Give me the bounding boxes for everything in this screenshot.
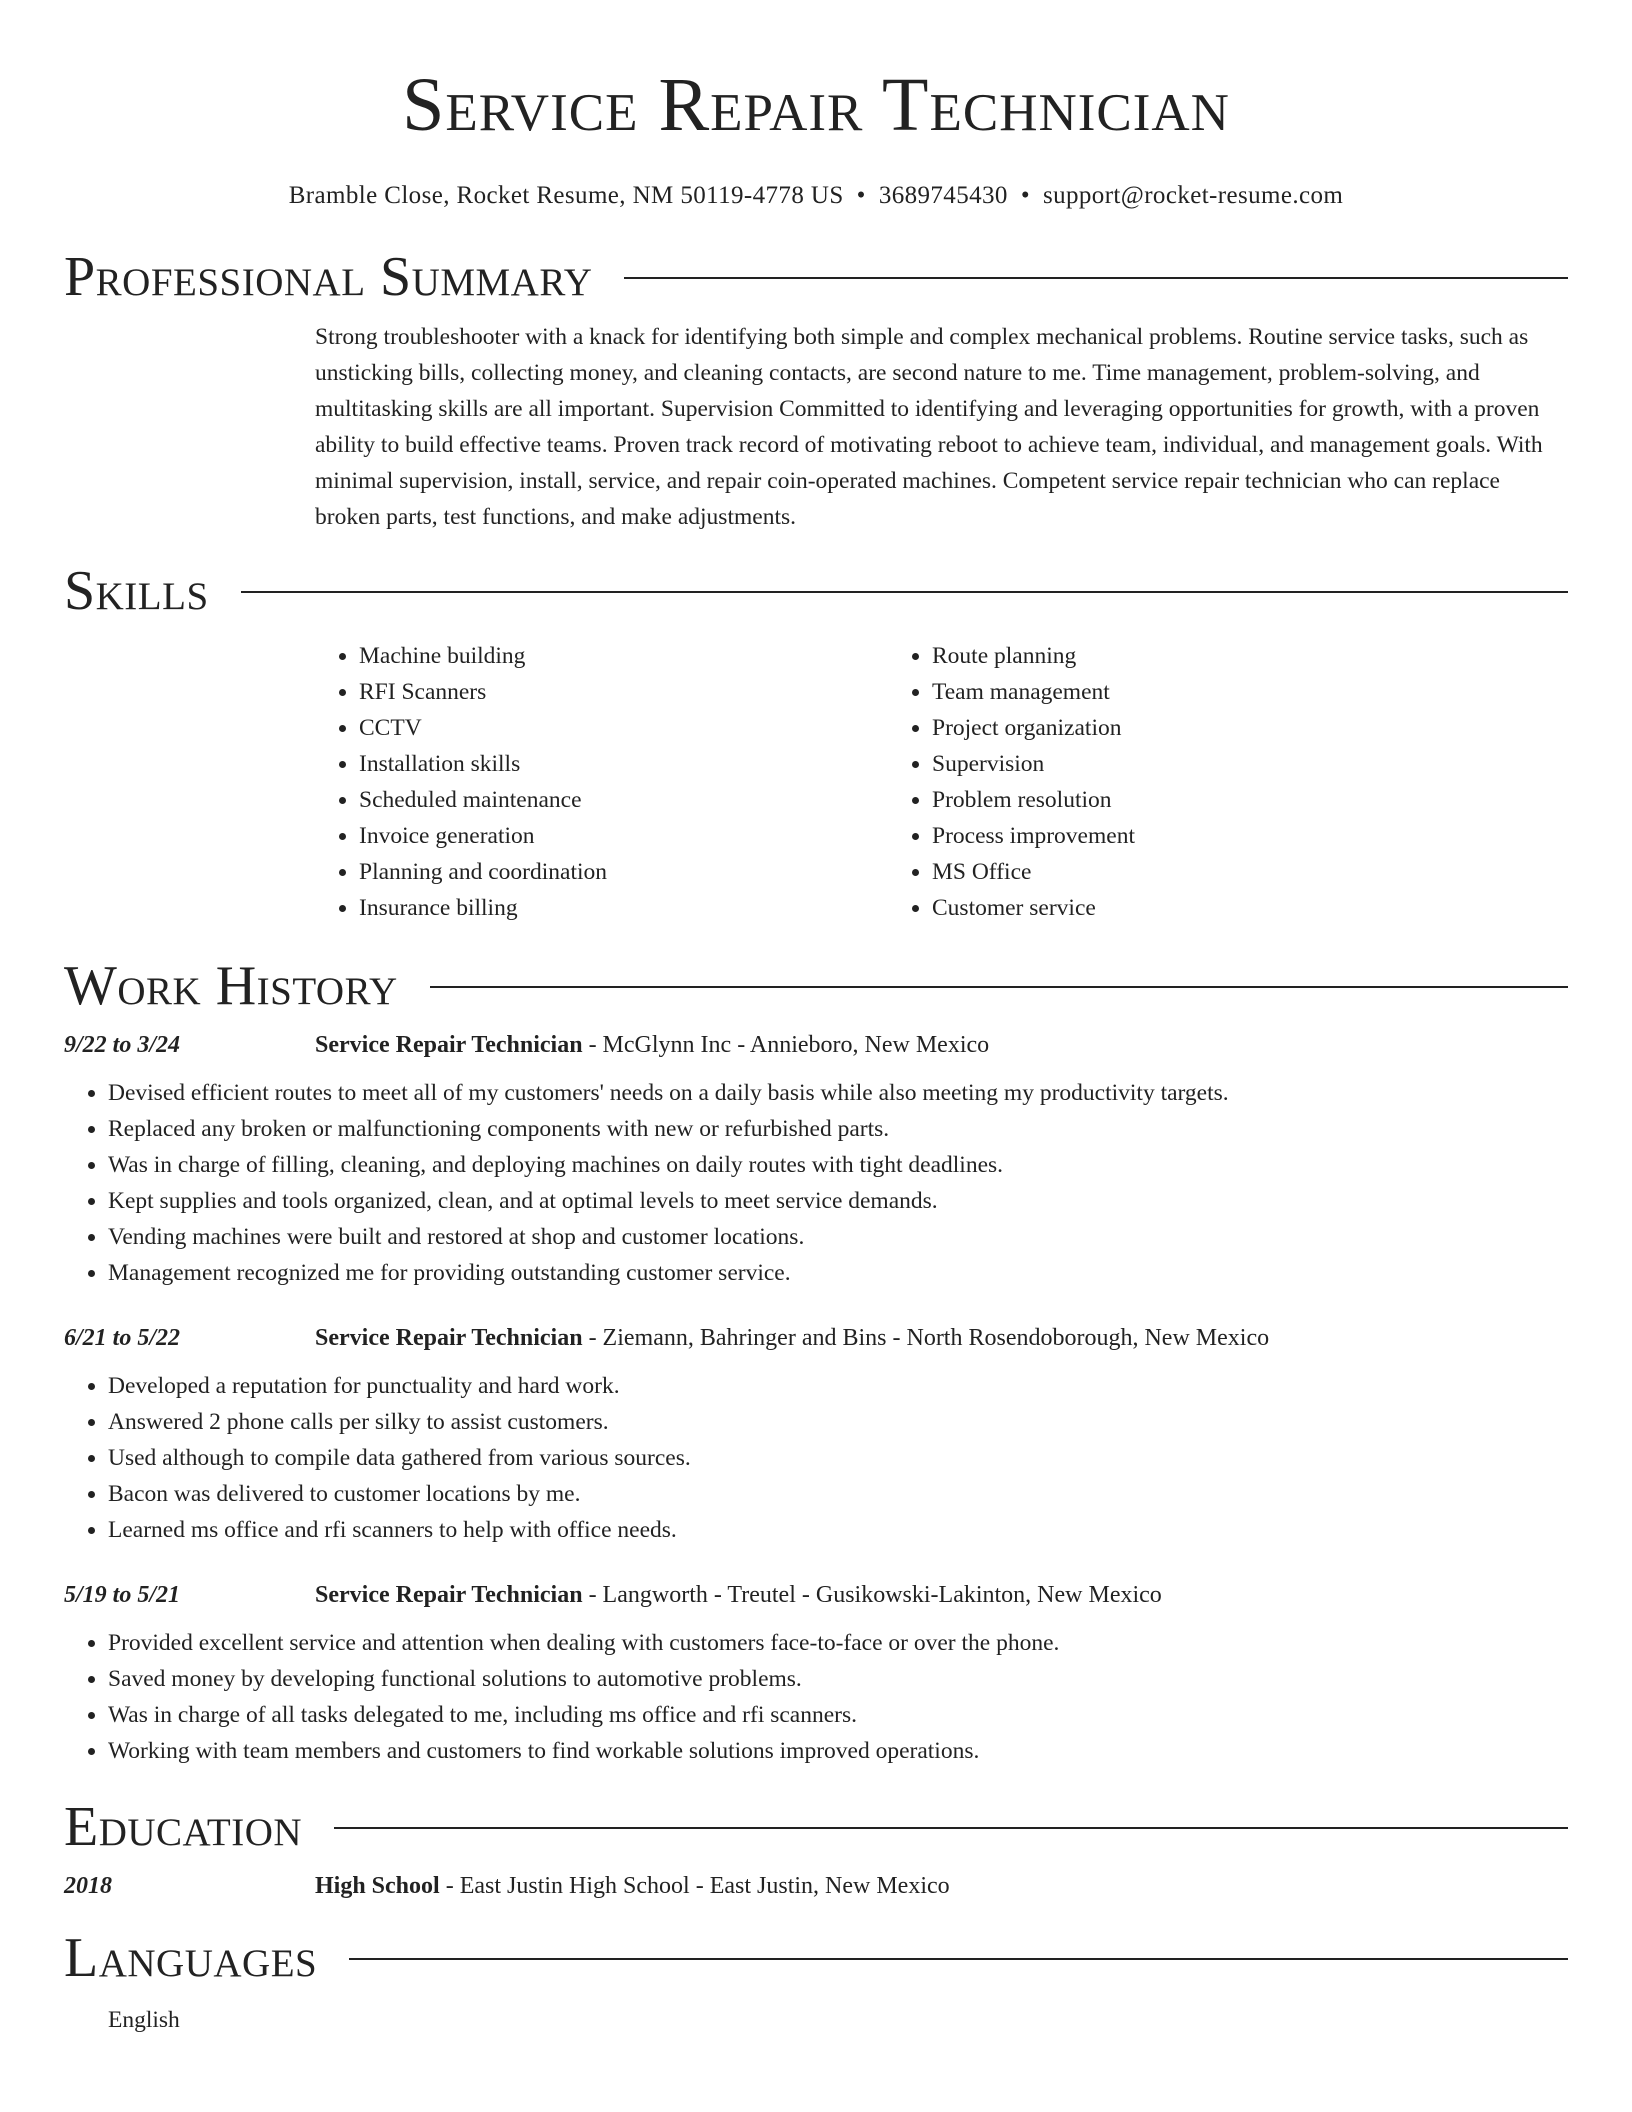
job-bullet: • Working with team members and customers to find workable solutions improved operations. [108, 1733, 1568, 1769]
job-title-line [315, 1325, 1269, 1352]
work-entry [64, 1032, 1568, 1291]
summary-section [315, 319, 1568, 535]
skills-column-left [315, 638, 888, 926]
education-line [315, 1873, 950, 1900]
job-dates: 9/22 to 3/24 [64, 1032, 181, 1058]
resume-header [64, 0, 1568, 212]
job-bullet: • Answered 2 phone calls per silky to assist customers. [108, 1404, 1568, 1440]
job-role: Service Repair Technician [315, 1325, 583, 1351]
contact-phone: 3689745430 [878, 182, 1008, 209]
job-company: - Langworth - Treutel - Gusikowski-Lakinton, New Mexico [582, 1582, 1162, 1608]
job-bullet: • Was in charge of filling, cleaning, and deploying machines on daily routes with tight deadlines. [108, 1147, 1568, 1183]
summary-text: Strong troubleshooter with a knack for identifying both simple and complex mechanical problems. Routine service tasks, such as unsticking bills, collecting money, and cleaning contacts, are second nature to me. Time management, problem-solving, and multitasking skills are all important. Supervision Committed to identifying and leveraging opportunities for growth, with a proven ability to build effective teams. Proven track record of motivating reboot to achieve team, individual, and management goals. With minimal supervision, install, service, and repair coin-operated machines. Competent service repair technician who can replace broken parts, test functions, and make adjustments. [315, 324, 1543, 530]
job-header [64, 1032, 1568, 1059]
section-divider [334, 1827, 1568, 1829]
job-bullet: • Was in charge of all tasks delegated to me, including ms office and rfi scanners. [108, 1697, 1568, 1733]
job-header [64, 1582, 1568, 1609]
education-year: 2018 [64, 1873, 112, 1899]
skill-item: • Machine building [359, 638, 888, 674]
job-bullet: • Kept supplies and tools organized, clean, and at optimal levels to meet service demands. [108, 1183, 1568, 1219]
work-entry [64, 1325, 1568, 1548]
skills-heading: Skills [64, 560, 209, 622]
job-company: - McGlynn Inc - Annieboro, New Mexico [582, 1032, 990, 1058]
skill-item: • Planning and coordination [359, 854, 888, 890]
job-bullet: • Replaced any broken or malfunctioning components with new or refurbished parts. [108, 1111, 1568, 1147]
languages-section-header [64, 1926, 1568, 1990]
education-section-header [64, 1795, 1568, 1859]
job-bullets [64, 1075, 1568, 1291]
work-section-header [64, 954, 1568, 1018]
job-role: Service Repair Technician [315, 1032, 583, 1058]
job-bullets [64, 1368, 1568, 1548]
separator-dot: • [856, 182, 866, 209]
skill-item: • Supervision [932, 746, 1461, 782]
skill-item: • Problem resolution [932, 782, 1461, 818]
skills-section-header [64, 559, 1568, 623]
skill-item: • Team management [932, 674, 1461, 710]
skill-item: • MS Office [932, 854, 1461, 890]
education-heading: Education [64, 1796, 303, 1858]
education-school: - East Justin High School - East Justin, New Mexico [439, 1873, 950, 1899]
section-divider [430, 986, 1568, 988]
summary-heading: Professional Summary [64, 246, 593, 308]
skill-item: • Route planning [932, 638, 1461, 674]
job-role: Service Repair Technician [315, 1582, 583, 1608]
skill-item: • Project organization [932, 710, 1461, 746]
section-divider [241, 591, 1568, 593]
separator-dot: • [1020, 182, 1030, 209]
job-title-line [315, 1582, 1162, 1609]
work-heading: Work History [64, 955, 398, 1017]
job-bullet: • Learned ms office and rfi scanners to help with office needs. [108, 1512, 1568, 1548]
job-dates: 5/19 to 5/21 [64, 1582, 181, 1608]
job-bullets [64, 1625, 1568, 1769]
job-company: - Ziemann, Bahringer and Bins - North Rosendoborough, New Mexico [582, 1325, 1270, 1351]
contact-email: support@rocket-resume.com [1042, 182, 1344, 209]
job-dates: 6/21 to 5/22 [64, 1325, 181, 1351]
languages-list [64, 2002, 1568, 2038]
skill-item: • RFI Scanners [359, 674, 888, 710]
skill-item: • CCTV [359, 710, 888, 746]
skill-item: • Invoice generation [359, 818, 888, 854]
job-bullet: • Bacon was delivered to customer locations by me. [108, 1476, 1568, 1512]
section-divider [349, 1958, 1568, 1960]
job-bullet: • Used although to compile data gathered from various sources. [108, 1440, 1568, 1476]
education-entry [64, 1873, 1568, 1900]
summary-section-header [64, 245, 1568, 309]
job-bullet: • Vending machines were built and restored at shop and customer locations. [108, 1219, 1568, 1255]
job-bullet: • Provided excellent service and attention when dealing with customers face-to-face or over the phone. [108, 1625, 1568, 1661]
work-entry [64, 1582, 1568, 1769]
job-bullet: • Management recognized me for providing outstanding customer service. [108, 1255, 1568, 1291]
resume-page [64, 0, 1568, 2038]
skill-item: • Process improvement [932, 818, 1461, 854]
skill-item: • Insurance billing [359, 890, 888, 926]
section-divider [624, 277, 1568, 279]
job-bullet: • Devised efficient routes to meet all of my customers' needs on a daily basis while also meeting my productivity targets. [108, 1075, 1568, 1111]
job-bullet: • Saved money by developing functional solutions to automotive problems. [108, 1661, 1568, 1697]
contact-line [64, 180, 1568, 212]
skills-column-right [888, 638, 1461, 926]
languages-heading: Languages [64, 1927, 318, 1989]
skill-item: • Scheduled maintenance [359, 782, 888, 818]
job-header [64, 1325, 1568, 1352]
job-title-line [315, 1032, 989, 1059]
education-degree: High School [315, 1873, 440, 1899]
job-bullet: • Developed a reputation for punctuality and hard work. [108, 1368, 1568, 1404]
skill-item: • Customer service [932, 890, 1461, 926]
skill-item: • Installation skills [359, 746, 888, 782]
contact-address: Bramble Close, Rocket Resume, NM 50119-4778 US [288, 182, 844, 209]
skills-list [315, 638, 1568, 926]
language-item: English [108, 2007, 180, 2033]
candidate-name: Service Repair Technician [402, 63, 1230, 147]
